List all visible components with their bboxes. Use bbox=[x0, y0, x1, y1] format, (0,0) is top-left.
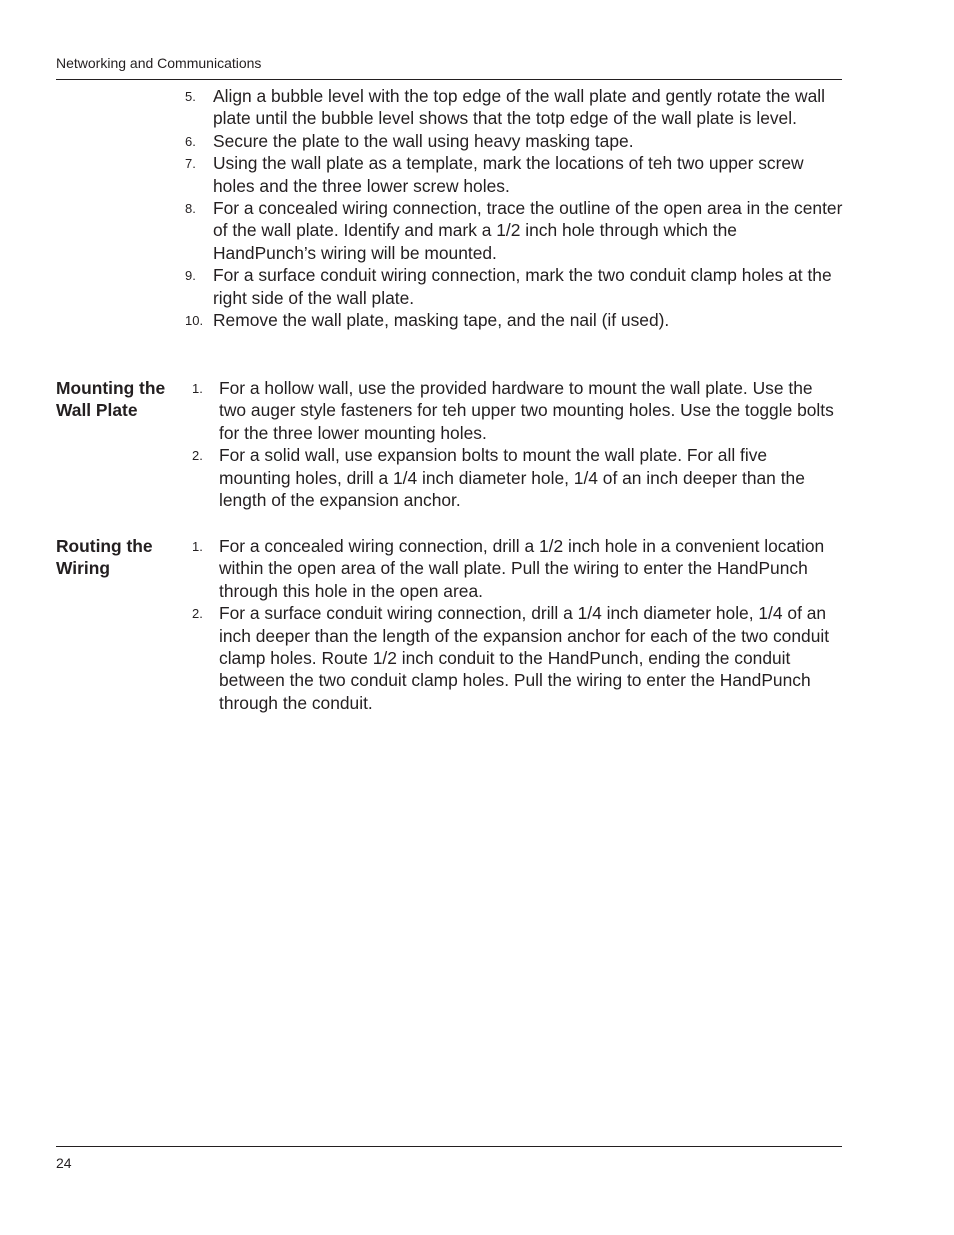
list-item bbox=[185, 309, 843, 331]
routing-steps-list bbox=[192, 535, 843, 714]
page-number: 24 bbox=[56, 1155, 72, 1171]
step-text: For a surface conduit wiring connection, mark the two conduit clamp holes at the right side of the wall plate. bbox=[213, 265, 832, 308]
header-rule bbox=[56, 79, 842, 80]
step-text: Using the wall plate as a template, mark the locations of teh two upper screw holes and the three lower screw holes. bbox=[213, 153, 804, 196]
step-text: For a concealed wiring connection, trace the outline of the open area in the center of the wall plate. Identify and mark a 1/2 inch hole through which the HandPunch’s wiring will be mounted. bbox=[213, 198, 843, 263]
step-number: 2. bbox=[192, 606, 203, 622]
routing-heading: Routing the Wiring bbox=[56, 536, 153, 579]
list-item bbox=[192, 444, 843, 511]
footer-rule bbox=[56, 1146, 842, 1147]
list-item bbox=[192, 602, 843, 714]
step-text: For a solid wall, use expansion bolts to mount the wall plate. For all five mounting holes, drill a 1/4 inch diameter hole, 1/4 of an inch deeper than the length of the expansion anchor. bbox=[219, 445, 805, 511]
step-text: For a hollow wall, use the provided hardware to mount the wall plate. Use the two auger style fasteners for teh upper two mounting holes. Use the toggle bolts for the three lower mounting holes. bbox=[219, 378, 834, 443]
list-item bbox=[185, 85, 843, 130]
step-number: 1. bbox=[192, 381, 203, 396]
step-number: 7. bbox=[185, 156, 196, 172]
running-header: Networking and Communications bbox=[56, 55, 262, 71]
step-number: 5. bbox=[185, 89, 196, 104]
list-item bbox=[185, 264, 843, 309]
step-number: 10. bbox=[185, 313, 204, 329]
step-text: For a concealed wiring connection, drill a 1/2 inch hole in a convenient location within the open area of the wall plate. Pull the wiring to enter the HandPunch through this hole in the open area. bbox=[219, 536, 825, 601]
list-item bbox=[185, 130, 843, 152]
step-number: 2. bbox=[192, 448, 203, 464]
step-text: Remove the wall plate, masking tape, and the nail (if used). bbox=[213, 310, 670, 331]
list-item bbox=[192, 377, 843, 444]
continued-steps-list bbox=[185, 85, 843, 331]
step-text: Secure the plate to the wall using heavy masking tape. bbox=[213, 130, 634, 151]
step-number: 6. bbox=[185, 133, 196, 149]
step-number: 9. bbox=[185, 268, 196, 284]
mounting-steps-list bbox=[192, 377, 843, 511]
mounting-heading: Mounting the Wall Plate bbox=[56, 378, 166, 421]
step-text: Align a bubble level with the top edge of the wall plate and gently rotate the wall plate until the bubble level shows that the totp edge of the wall plate is level. bbox=[213, 86, 825, 129]
step-text: For a surface conduit wiring connection, drill a 1/4 inch diameter hole, 1/4 of an inch deeper than the length of the expansion anchor for each of the two conduit clamp holes. Route 1/2 inch conduit to the HandPunch, ending the conduit between the two conduit clamp holes. Pull the wiring to enter the HandPunch through the conduit. bbox=[219, 603, 830, 713]
list-item bbox=[192, 535, 843, 602]
step-number: 1. bbox=[192, 539, 203, 554]
list-item bbox=[185, 197, 843, 264]
step-number: 8. bbox=[185, 201, 196, 217]
list-item bbox=[185, 152, 843, 197]
